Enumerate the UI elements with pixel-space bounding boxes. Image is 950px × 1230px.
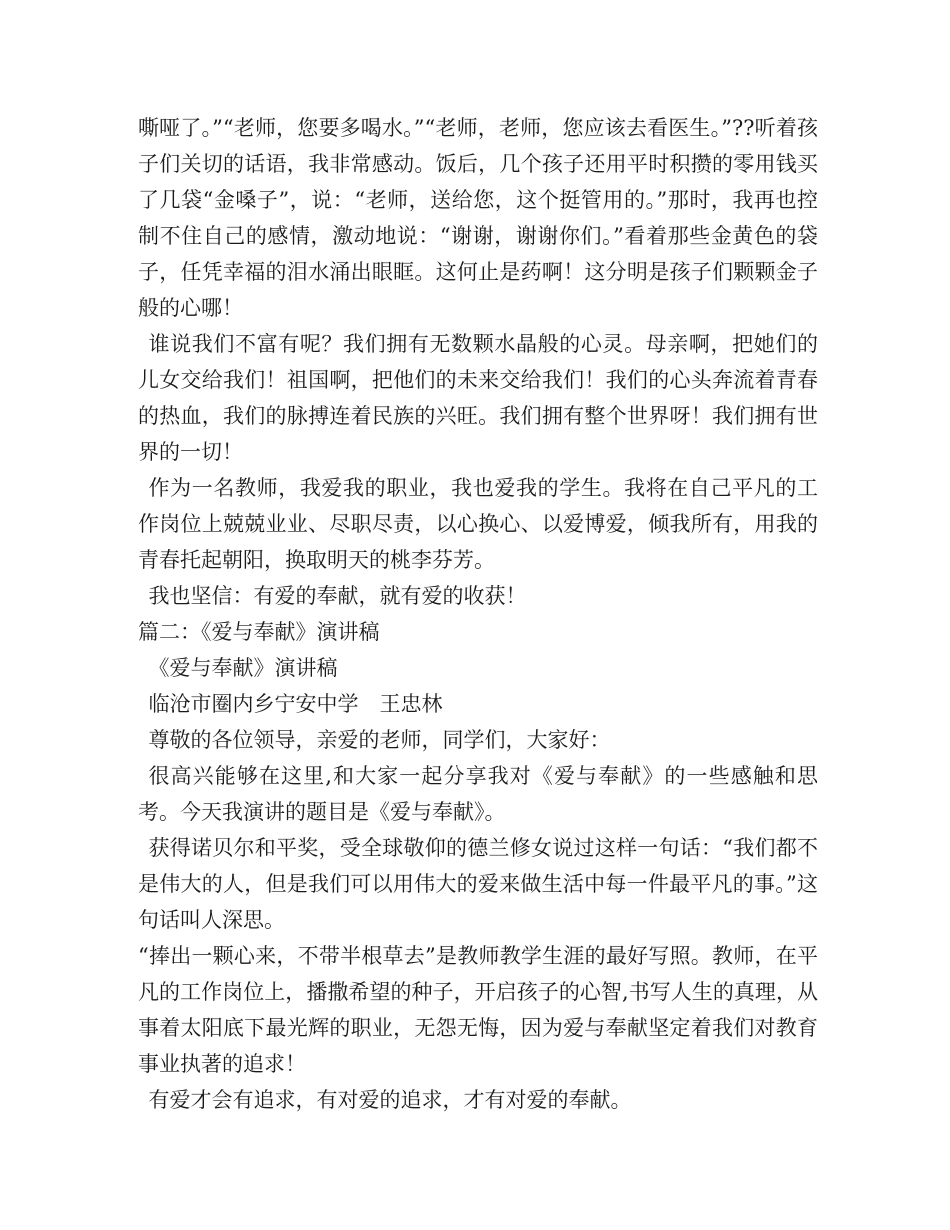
greeting: 尊敬的各位领导，亲爱的老师，同学们，大家好：	[148, 728, 611, 752]
paragraph-10: 获得诺贝尔和平奖，受全球敬仰的德兰修女说过这样一句话：“我们都不是伟大的人，但是我们可以用伟大的爱来做生活中每一件最平凡的事。”这句话叫人深思。	[138, 836, 818, 932]
document-body	[138, 110, 818, 1118]
paragraph-11: “捧出一颗心来，不带半根草去”是教师教学生涯的最好写照。教师，在平凡的工作岗位上，播撒希望的种子，开启孩子的心智,书写人生的真理，从事着太阳底下最光辉的职业，无怨无悔，因为爱与奉献坚定着我们对教育事业执著的追求！	[138, 944, 818, 1076]
section-heading: 篇二：《爱与奉献》演讲稿	[138, 620, 380, 644]
paragraph-4: 我也坚信：有爱的奉献，就有爱的收获！	[148, 584, 527, 608]
paragraph-2: 谁说我们不富有呢？我们拥有无数颗水晶般的心灵。母亲啊，把她们的儿女交给我们！祖国啊，把他们的未来交给我们！我们的心头奔流着青春的热血，我们的脉搏连着民族的兴旺。我们拥有整个世界呀！我们拥有世界的一切！	[138, 332, 818, 464]
paragraph-12: 有爱才会有追求，有对爱的追求，才有对爱的奉献。	[148, 1088, 632, 1112]
paragraph-3: 作为一名教师，我爱我的职业，我也爱我的学生。我将在自己平凡的工作岗位上兢兢业业、尽职尽责，以心换心、以爱博爱，倾我所有，用我的青春托起朝阳，换取明天的桃李芬芳。	[138, 476, 818, 572]
speech-title: 《爱与奉献》演讲稿	[148, 656, 338, 680]
author-line: 临沧市圈内乡宁安中学 王忠林	[148, 692, 443, 716]
paragraph-9: 很高兴能够在这里,和大家一起分享我对《爱与奉献》的一些感触和思考。今天我演讲的题目是《爱与奉献》。	[138, 764, 818, 824]
paragraph-1: 嘶哑了。”“老师，您要多喝水。”“老师，老师，您应该去看医生。”??听着孩子们关切的话语，我非常感动。饭后，几个孩子还用平时积攒的零用钱买了几袋“金嗓子”，说：“老师，送给您，这个挺管用的。”那时，我再也控制不住自己的感情，激动地说：“谢谢，谢谢你们。”看着那些金黄色的袋子，任凭幸福的泪水涌出眼眶。这何止是药啊！这分明是孩子们颗颗金子般的心哪！	[138, 116, 818, 320]
